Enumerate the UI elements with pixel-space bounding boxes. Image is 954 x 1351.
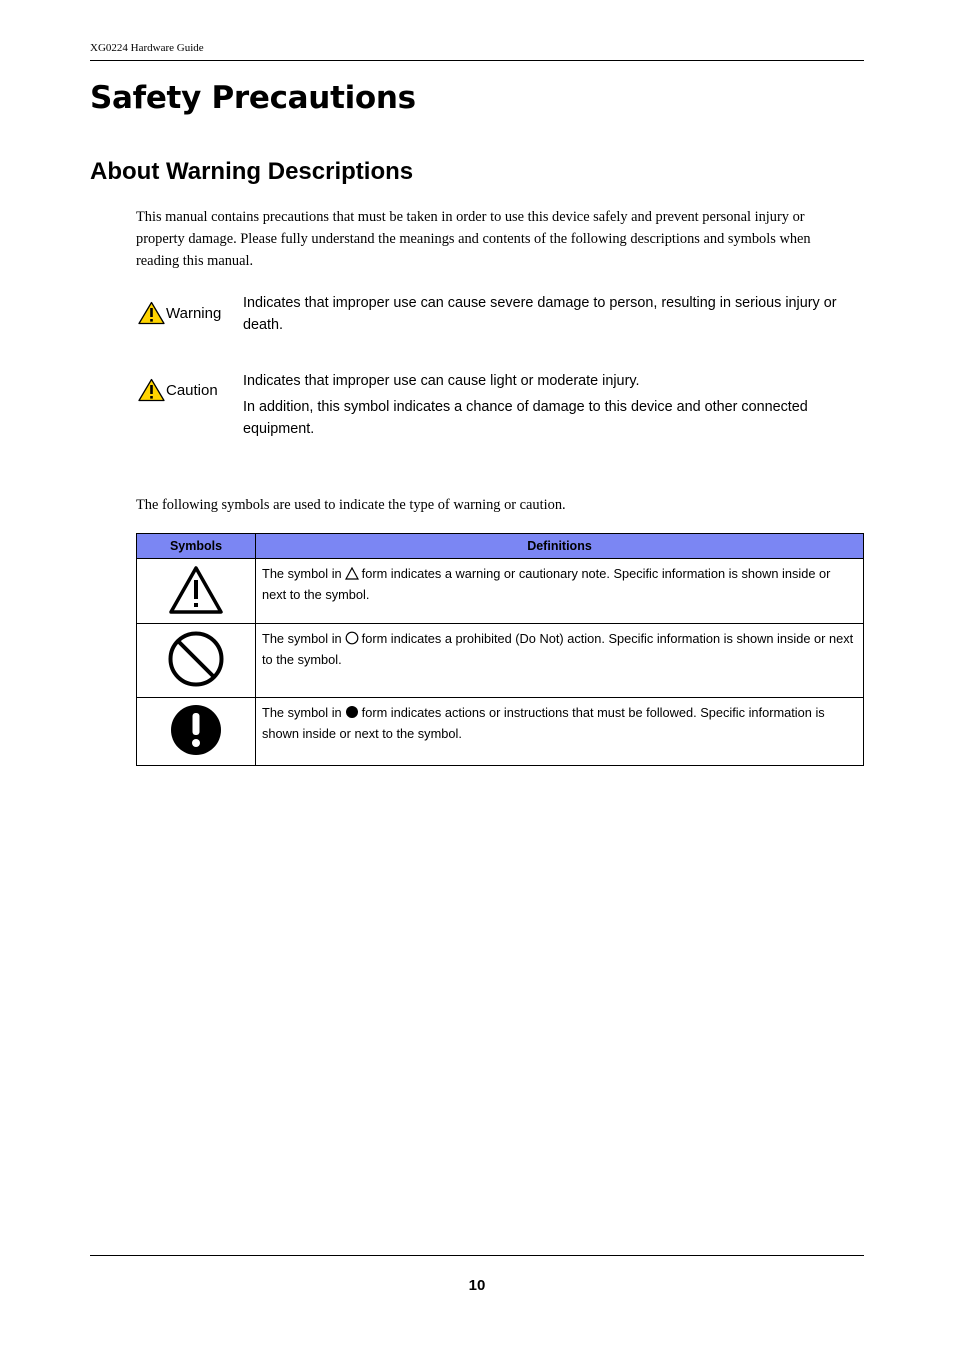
symbol-cell bbox=[137, 624, 256, 698]
exclamation-triangle-icon bbox=[168, 564, 224, 616]
filled-circle-icon bbox=[345, 705, 359, 725]
symbol-cell bbox=[137, 698, 256, 766]
definition-cell bbox=[256, 698, 864, 766]
warning-triangle-icon bbox=[138, 301, 165, 325]
caution-label bbox=[138, 378, 218, 402]
table-row bbox=[137, 698, 864, 766]
page-number: 10 bbox=[468, 1277, 486, 1294]
header-symbols: Symbols bbox=[137, 534, 256, 559]
caution-description-line-2: In addition, this symbol indicates a chance of damage to this device and other connected equipment. bbox=[243, 399, 808, 437]
intro-paragraph: This manual contains precautions that must be taken in order to use this device safely and prevent personal injury or property damage. Please fully understand the meanings and contents of the following descriptions and symbols when reading this manual. bbox=[136, 209, 811, 269]
circle-outline-icon bbox=[345, 631, 359, 651]
mandatory-exclamation-circle-icon bbox=[170, 704, 222, 756]
symbols-intro: The following symbols are used to indicate the type of warning or caution. bbox=[136, 497, 566, 513]
definition-text-start: The symbol in bbox=[262, 705, 342, 720]
warning-description bbox=[243, 292, 858, 340]
page-title: Safety Precautions bbox=[90, 80, 416, 116]
footer-rule bbox=[90, 1255, 864, 1256]
definition-text-end: form indicates a warning or cautionary note. Specific information is shown inside or next to the symbol. bbox=[262, 566, 831, 602]
definition-text-end: form indicates a prohibited (Do Not) action. Specific information is shown inside or next to the symbol. bbox=[262, 631, 854, 667]
table-header-row bbox=[137, 534, 864, 559]
definition-text-start: The symbol in bbox=[262, 631, 342, 646]
table-row bbox=[137, 559, 864, 624]
prohibited-circle-icon bbox=[167, 630, 225, 688]
section-heading: About Warning Descriptions bbox=[90, 158, 414, 185]
warning-label-text: Warning bbox=[166, 304, 222, 322]
running-header: XG0224 Hardware Guide bbox=[90, 42, 204, 54]
warning-description-line: Indicates that improper use can cause severe damage to person, resulting in serious injury or death. bbox=[243, 295, 837, 333]
caution-label-text: Caution bbox=[166, 381, 218, 399]
table-row bbox=[137, 624, 864, 698]
caution-description bbox=[243, 370, 858, 444]
definition-cell bbox=[256, 559, 864, 624]
triangle-outline-icon bbox=[345, 567, 359, 586]
caution-triangle-icon bbox=[138, 378, 165, 402]
warning-label bbox=[138, 301, 221, 325]
definition-cell bbox=[256, 624, 864, 698]
symbols-table bbox=[136, 533, 864, 766]
definition-text-start: The symbol in bbox=[262, 566, 342, 581]
caution-description-line-1: Indicates that improper use can cause light or moderate injury. bbox=[243, 373, 640, 389]
header-rule bbox=[90, 60, 864, 61]
header-definitions: Definitions bbox=[256, 534, 864, 559]
definition-text-end: form indicates actions or instructions that must be followed. Specific information is shown inside or next to the symbol. bbox=[262, 705, 825, 741]
symbol-cell bbox=[137, 559, 256, 624]
